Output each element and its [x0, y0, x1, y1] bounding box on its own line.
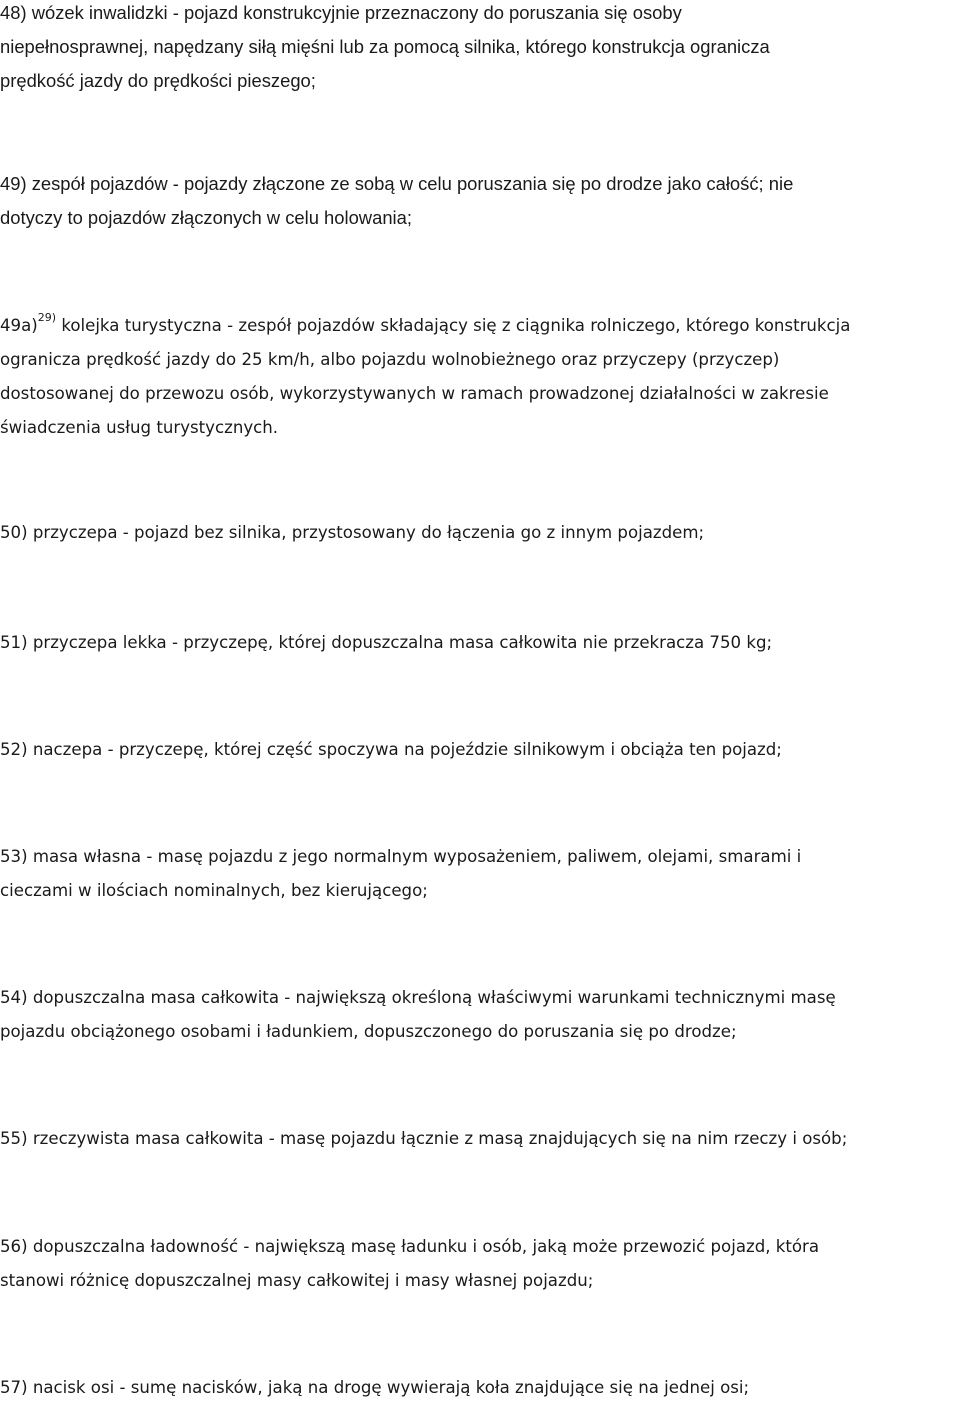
paragraph-line: 53) masa własna - masę pojazdu z jego normalnym wyposażeniem, paliwem, olejami, smarami i: [0, 847, 802, 866]
paragraph-57: [0, 1371, 749, 1405]
paragraph-line: cieczami w ilościach nominalnych, bez kierującego;: [0, 881, 428, 900]
paragraph-line: świadczenia usług turystycznych.: [0, 418, 279, 437]
paragraph-line: 55) rzeczywista masa całkowita - masę pojazdu łącznie z masą znajdujących się na nim rzeczy i osób;: [0, 1129, 848, 1148]
paragraph-50: [0, 516, 704, 550]
paragraph-line: prędkość jazdy do prędkości pieszego;: [0, 70, 316, 91]
paragraph-line-first: [0, 309, 850, 343]
paragraph-line: 57) nacisk osi - sumę nacisków, jaką na drogę wywierają koła znajdujące się na jednej osi;: [0, 1378, 750, 1397]
paragraph-line: 50) przyczepa - pojazd bez silnika, przystosowany do łączenia go z innym pojazdem;: [0, 523, 705, 542]
paragraph-51: [0, 626, 772, 660]
paragraph-54: [0, 981, 836, 1049]
paragraph-line: ogranicza prędkość jazdy do 25 km/h, albo pojazdu wolnobieżnego oraz przyczepy (przyczep): [0, 350, 780, 369]
paragraph-55: [0, 1122, 847, 1156]
paragraph-line: 52) naczepa - przyczepę, której część spoczywa na pojeździe silnikowym i obciąża ten pojazd;: [0, 740, 782, 759]
paragraph-line: stanowi różnicę dopuszczalnej masy całkowitej i masy własnej pojazdu;: [0, 1271, 594, 1290]
paragraph-line: 54) dopuszczalna masa całkowita - największą określoną właściwymi warunkami technicznymi masę: [0, 988, 836, 1007]
paragraph-line: niepełnosprawnej, napędzany siłą mięśni lub za pomocą silnika, którego konstrukcja ogranicza: [0, 36, 770, 57]
paragraph-line: pojazdu obciążonego osobami i ładunkiem, dopuszczonego do poruszania się po drodze;: [0, 1022, 737, 1041]
paragraph-line: 56) dopuszczalna ładowność - największą masę ładunku i osób, jaką może przewozić pojazd, która: [0, 1237, 820, 1256]
paragraph-49: [0, 167, 793, 235]
paragraph-48: [0, 0, 770, 98]
paragraph-number: 49a): [0, 316, 38, 335]
paragraph-line: 51) przyczepa lekka - przyczepę, której dopuszczalna masa całkowita nie przekracza 750 kg;: [0, 633, 773, 652]
paragraph-53: [0, 840, 801, 908]
paragraph-52: [0, 733, 782, 767]
paragraph-line: dotyczy to pojazdów złączonych w celu holowania;: [0, 207, 412, 228]
paragraph-line: 48) wózek inwalidzki - pojazd konstrukcyjnie przeznaczony do poruszania się osoby: [0, 2, 682, 23]
paragraph-56: [0, 1230, 819, 1298]
paragraph-line-rest: kolejka turystyczna - zespół pojazdów składający się z ciągnika rolniczego, którego konstrukcja: [56, 316, 851, 335]
footnote-marker: 29): [37, 311, 57, 325]
paragraph-line: dostosowanej do przewozu osób, wykorzystywanych w ramach prowadzonej działalności w zakresie: [0, 384, 829, 403]
paragraph-49a: [0, 309, 850, 445]
paragraph-line: 49) zespół pojazdów - pojazdy złączone ze sobą w celu poruszania się po drodze jako całość; nie: [0, 173, 794, 194]
